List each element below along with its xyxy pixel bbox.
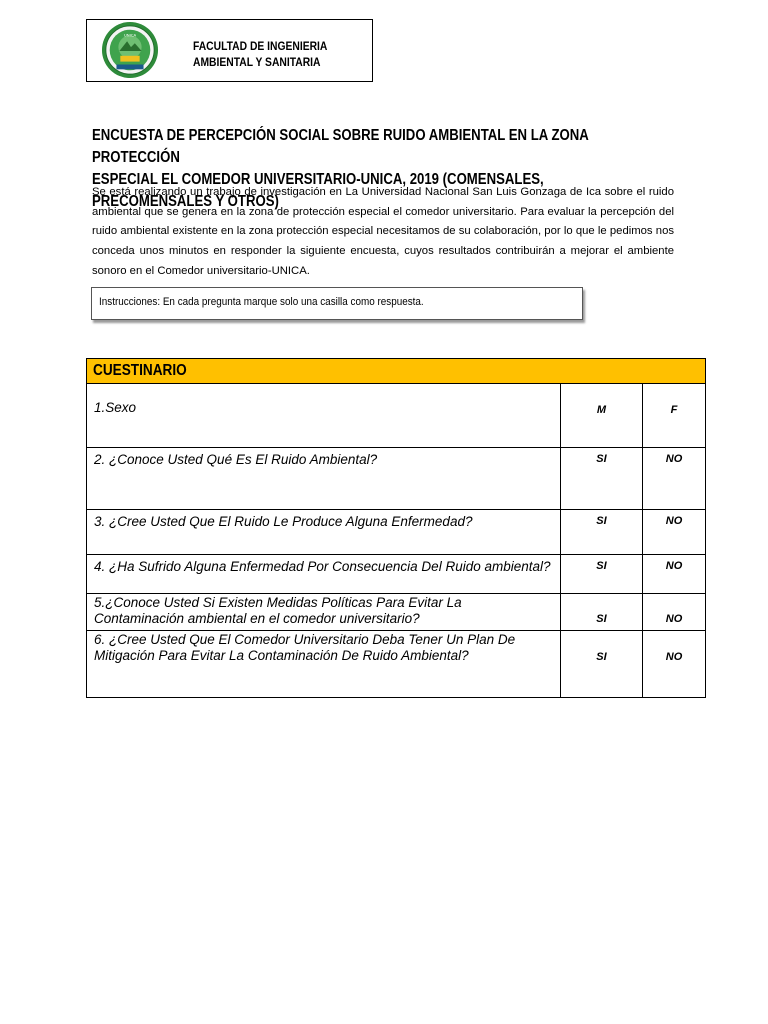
question-row	[87, 510, 706, 555]
survey-title-line-1: ENCUESTA DE PERCEPCIÓN SOCIAL SOBRE RUIDO AMBIENTAL EN LA ZONA PROTECCIÓN	[92, 127, 589, 166]
answer-option-m[interactable]: M	[561, 384, 643, 448]
answer-option-f[interactable]: F	[643, 384, 706, 448]
answer-option-si[interactable]: SI	[561, 448, 643, 510]
faculty-line-2: AMBIENTAL Y SANITARIA	[193, 55, 321, 69]
university-seal-logo	[101, 21, 159, 79]
instructions-box	[91, 287, 583, 320]
svg-text:UNICA: UNICA	[123, 32, 137, 38]
answer-option-no[interactable]: NO	[643, 631, 706, 698]
answer-option-si[interactable]: SI	[561, 631, 643, 698]
intro-paragraph: Se está realizando un trabajo de investigación en La Universidad Nacional San Luis Gonzaga de Ica sobre el ruido ambiental que se genera en la zona de protección especial el comedor universitario. Para evaluar la percepción del ruido ambiental existente en la zona protección especial necesitamos de su colaboración, por lo que le pedimos nos conceda unos minutos en responder la siguiente encuesta, cuyos resultados contribuirán a mejorar el ambiente sonoro en el Comedor universitario-UNICA.	[92, 186, 674, 277]
faculty-line-1: FACULTAD DE INGENIERIA	[193, 39, 328, 53]
question-row	[87, 631, 706, 698]
answer-option-no[interactable]: NO	[643, 448, 706, 510]
questionnaire-table	[86, 358, 706, 698]
question-row	[87, 448, 706, 510]
question-row	[87, 384, 706, 448]
question-text: 2. ¿Conoce Usted Qué Es El Ruido Ambiental?	[87, 448, 561, 510]
answer-option-no[interactable]: NO	[643, 594, 706, 631]
survey-title-line-2: ESPECIAL EL COMEDOR UNIVERSITARIO-UNICA, 2019 (COMENSALES, PRECOMENSALES Y OTROS)	[92, 171, 544, 210]
faculty-name	[193, 38, 327, 70]
question-text: 4. ¿Ha Sufrido Alguna Enfermedad Por Consecuencia Del Ruido ambiental?	[87, 555, 561, 594]
question-row	[87, 555, 706, 594]
answer-option-si[interactable]: SI	[561, 594, 643, 631]
question-text: 3. ¿Cree Usted Que El Ruido Le Produce Alguna Enfermedad?	[87, 510, 561, 555]
question-row	[87, 594, 706, 631]
question-text: 6. ¿Cree Usted Que El Comedor Universitario Deba Tener Un Plan De Mitigación Para Evitar La Contaminación De Ruido Ambiental?	[87, 631, 561, 698]
answer-option-no[interactable]: NO	[643, 555, 706, 594]
question-text: 5.¿Conoce Usted Si Existen Medidas Políticas Para Evitar La Contaminación ambiental en el comedor universitario?	[87, 594, 561, 631]
questionnaire-heading: CUESTINARIO	[87, 359, 706, 384]
answer-option-si[interactable]: SI	[561, 510, 643, 555]
instructions-text: Instrucciones: En cada pregunta marque solo una casilla como respuesta.	[99, 296, 424, 308]
answer-option-no[interactable]: NO	[643, 510, 706, 555]
question-text: 1.Sexo	[87, 384, 561, 448]
faculty-header	[86, 19, 373, 82]
answer-option-si[interactable]: SI	[561, 555, 643, 594]
